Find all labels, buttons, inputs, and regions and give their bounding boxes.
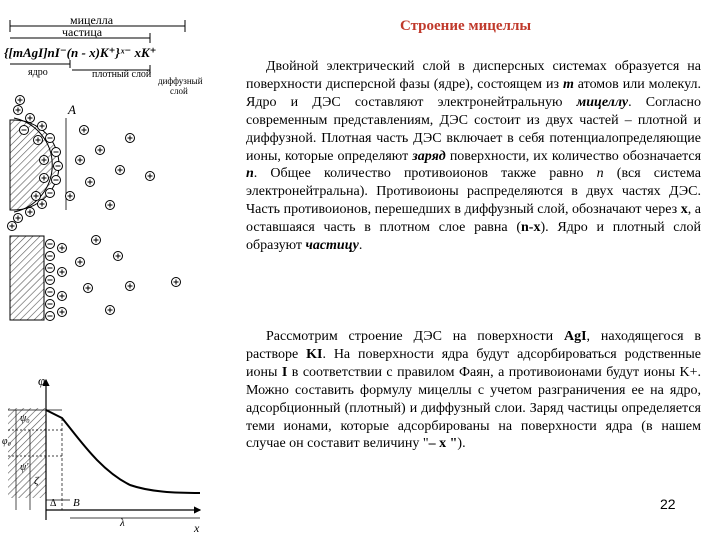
paragraph1-segment: . Согласно современным представлениям, ДЭС состоит из двух частей – плотной и диффузной. Плотная часть ДЭС включает в себя потенциалопределяющие ионы, которые определяют (246, 94, 702, 164)
paragraph1-segment: поверхности, их количество обозначается (445, 148, 702, 164)
label-b: B (73, 497, 80, 509)
paragraph1-segment: n (246, 166, 254, 182)
micelle-formula: {[mAgI]nI⁻(n - x)K⁺}ˣ⁻ xK⁺ (4, 45, 157, 60)
page-title: Строение мицеллы (400, 18, 532, 34)
label-lambda: λ (120, 517, 125, 529)
label-particle: частица (62, 25, 103, 39)
paragraph1-segment: заряд (412, 148, 446, 164)
paragraph-1-content (246, 59, 701, 253)
flat-core (10, 236, 44, 320)
paragraph2-segment: – x " (428, 436, 458, 452)
ion-signs-plate (48, 238, 179, 317)
ions-plate (46, 236, 181, 321)
label-dense-layer: плотный слой (92, 69, 152, 80)
label-psi1: ψ' (20, 462, 29, 473)
paragraph-1 (246, 58, 701, 255)
paragraph1-segment: , а оставшаяся часть в плотном слое равна ( (246, 202, 701, 236)
label-zeta: ζ (34, 475, 39, 487)
paragraph1-segment: n (596, 166, 604, 182)
label-phi0: φ₀ (2, 436, 12, 447)
paragraph1-segment: ). Ядро и плотный слой образуют (246, 220, 701, 254)
paragraph2-segment: ). (457, 436, 466, 452)
label-x: x (194, 521, 200, 535)
label-phi: φ (38, 373, 46, 388)
paragraph2-segment: AgI (563, 329, 587, 344)
paragraph1-segment: . (358, 238, 363, 254)
paragraph-2 (246, 328, 701, 453)
label-diffuse-1: диффузный (158, 76, 203, 86)
label-diffuse-2: слой (170, 86, 188, 96)
paragraph1-segment: мицеллу (576, 94, 629, 110)
paragraph2-segment: в соответствии с правилом Фаян, а противоионами будут ионы K+. Можно составить формулу мицеллы с учетом разграничения ее на ядро, адсорбционный (плотный) и диффузный слои. Заряд частицы определяется теми ионами, которые адсорбированы на поверхности ядра (в нашем случае он составит величину " (246, 364, 701, 452)
label-micelle: мицелла (70, 13, 114, 27)
paragraph2-segment: KI (306, 346, 323, 362)
paragraph2-segment: , находящегося в растворе (246, 329, 701, 362)
micelle-figure (0, 0, 240, 540)
paragraph1-segment: n-x (521, 220, 541, 236)
paragraph1-segment: x (680, 202, 688, 218)
micelle-diagram (0, 0, 240, 540)
potential-plot (8, 380, 200, 520)
paragraph2-segment: I (281, 364, 288, 380)
paragraph2-segment: Рассмотрим строение ДЭС на поверхности (266, 329, 564, 344)
paragraph1-segment: . Общее количество противоионов также равно (253, 166, 597, 182)
page-number: 22 (660, 496, 676, 512)
paragraph1-segment: атомов или молекул. Ядро и ДЭС составляют электронейтральную (246, 76, 701, 110)
paragraph1-segment: частицу (305, 238, 359, 254)
paragraph1-segment: Двойной электрический слой в дисперсных системах образуется на поверхности дисперсной фазы (ядре), состоящем из (246, 59, 701, 92)
label-psi0: ψ₀ (20, 413, 30, 424)
paragraph-2-content (246, 329, 701, 451)
paragraph1-segment: m (562, 76, 574, 92)
paragraph1-segment: (вся система электронейтральна). Противоионы распределяются в двух частях ДЭС. Часть противоионов, перешедших в диффузный слой, обозначают через (246, 166, 701, 218)
paragraph2-segment: . На поверхности ядра будут адсорбироваться родственные ионы (246, 346, 701, 380)
label-delta: Δ (50, 498, 57, 509)
label-core: ядро (28, 67, 48, 78)
label-a: A (68, 102, 76, 117)
